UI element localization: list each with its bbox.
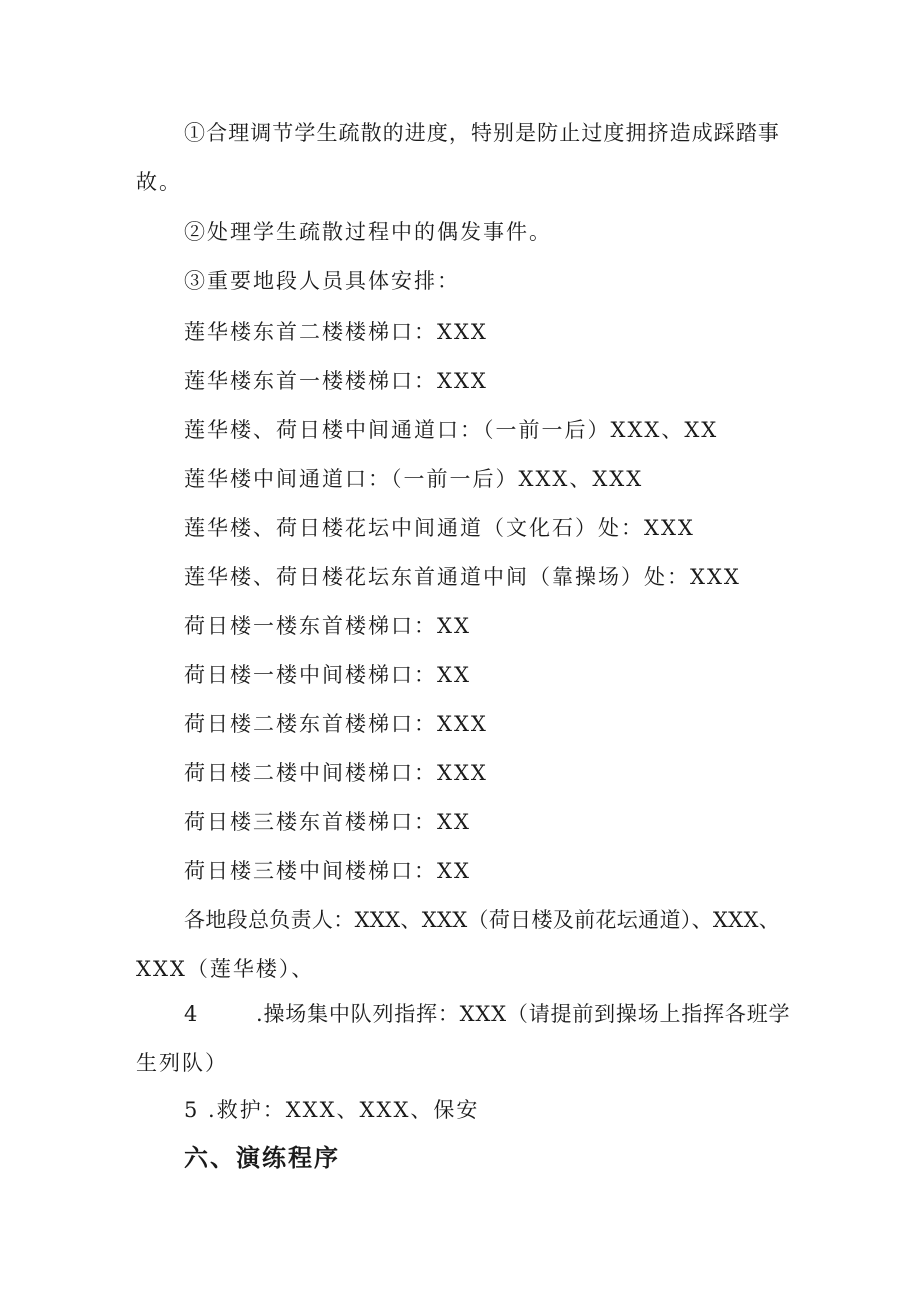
assignment-line: 莲华楼中间通道口：（一前一后）XXX、XXX — [184, 467, 644, 491]
overall-responsible-line-1: 各地段总负责人：XXX、XXX（荷日楼及前花坛通道）、XXX、 — [184, 908, 781, 932]
item-text: .操场集中队列指挥：XXX（请提前到操场上指挥各班学 — [256, 1002, 791, 1026]
assignment-line: 荷日楼三楼东首楼梯口：XX — [184, 810, 471, 834]
section-heading: 六、演练程序 — [184, 1144, 340, 1172]
item-4-line-2: 生列队） — [136, 1051, 228, 1075]
paragraph-2: ②处理学生疏散过程中的偶发事件。 — [184, 220, 552, 244]
assignment-line: 荷日楼一楼中间楼梯口：XX — [184, 663, 471, 687]
assignment-line: 荷日楼三楼中间楼梯口：XX — [184, 859, 471, 883]
assignment-line: 荷日楼二楼东首楼梯口：XXX — [184, 712, 488, 736]
overall-responsible-line-2: XXX（莲华楼）、 — [136, 957, 315, 981]
item-5: 5 .救护：XXX、XXX、保安 — [184, 1098, 480, 1122]
paragraph-1-line-2: 故。 — [136, 170, 182, 194]
assignment-line: 莲华楼、荷日楼花坛东首通道中间（靠操场）处：XXX — [184, 565, 741, 589]
paragraph-1-line-1: ①合理调节学生疏散的进度，特别是防止过度拥挤造成踩踏事 — [184, 121, 780, 145]
item-number: 4 — [184, 1002, 199, 1026]
assignment-line: 荷日楼二楼中间楼梯口：XXX — [184, 761, 488, 785]
assignment-line: 莲华楼东首二楼楼梯口：XXX — [184, 320, 488, 344]
paragraph-3: ③重要地段人员具体安排： — [184, 269, 460, 293]
assignment-line: 莲华楼东首一楼楼梯口：XXX — [184, 369, 488, 393]
assignment-line: 莲华楼、荷日楼中间通道口：（一前一后）XXX、XX — [184, 418, 719, 442]
assignment-line: 荷日楼一楼东首楼梯口：XX — [184, 614, 471, 638]
item-4-line-1 — [184, 1000, 790, 1028]
assignment-line: 莲华楼、荷日楼花坛中间通道（文化石）处：XXX — [184, 516, 695, 540]
